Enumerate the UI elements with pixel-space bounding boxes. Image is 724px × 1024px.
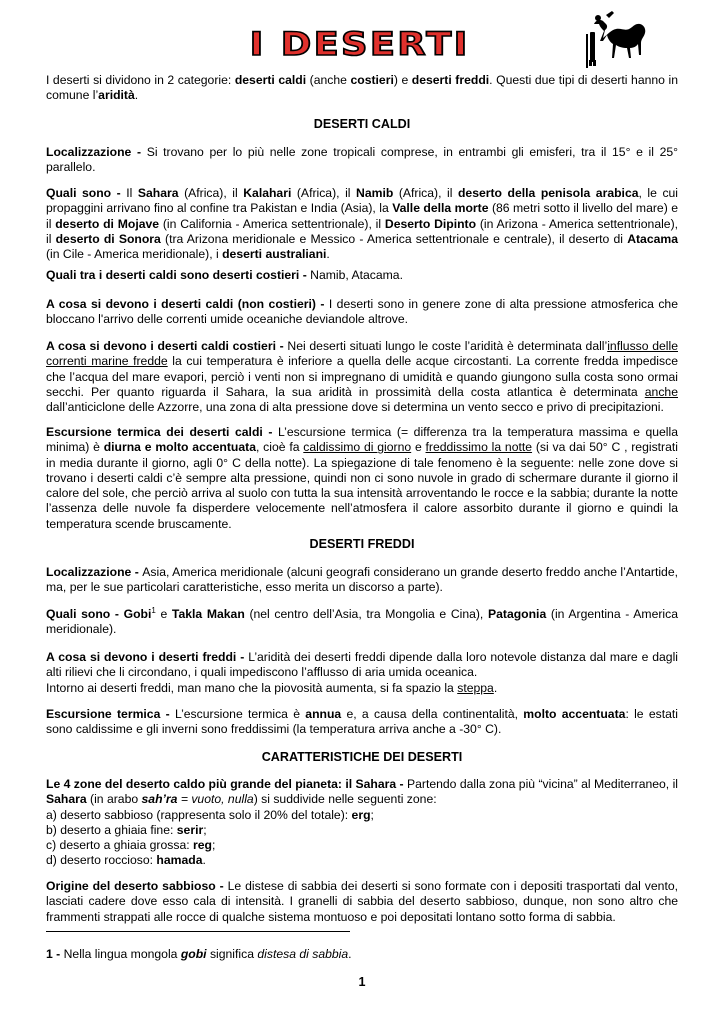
camel-rider-icon xyxy=(586,10,660,70)
heading-deserti-caldi: DESERTI CALDI xyxy=(313,117,411,131)
paragraph-freddi-cause: A cosa si devono i deserti freddi - L’aridità dei deserti freddi dipende dalla loro notevole distanza dal mare e dagli alti rilievi che li circondano, i quali impediscono l’afflusso di aria umida oceanica. Intorno ai deserti freddi, man mano che la piovosità aumenta, si fa spazio la steppa. xyxy=(46,650,679,695)
list-item: c) deserto a ghiaia grossa: reg; xyxy=(46,838,216,853)
heading-deserti-freddi: DESERTI FREDDI xyxy=(309,537,415,551)
heading-caratteristiche: CARATTERISTICHE DEI DESERTI xyxy=(261,750,463,764)
page-title: I DESERTI xyxy=(249,25,471,63)
list-item: b) deserto a ghiaia fine: serir; xyxy=(46,822,207,837)
intro-paragraph: I deserti si dividono in 2 categorie: deserti caldi (anche costieri) e deserti freddi. Questi due tipi di deserti hanno in comune l’aridità. xyxy=(46,73,678,103)
paragraph-escursione-freddi: Escursione termica - L’escursione termica è annua e, a causa della continentalità, molto accentuata: le estati sono caldissime e gli inverni sono freddissimi (la temperatura arriva anche a -30° C). xyxy=(46,707,678,737)
paragraph-costieri: A cosa si devono i deserti caldi costieri - Nei deserti situati lungo le coste l’aridità è determinata dall’influsso delle correnti marine fredde la cui temperatura è inferiore a quella delle acque circostanti. La corrente fredda impedisce che l’acqua del mare evapori, perciò i venti non si impregnano di umidità e quando giungono sulla costa sono ormai secchi. Per quanto riguarda il Sahara, la sua aridità in prossimità della costa atlantica è determinata anche dall’anticiclone delle Azzorre, una zona di alta pressione dove si determina un vento secco e privo di precipitazioni. xyxy=(46,339,678,415)
footnote: 1 - Nella lingua mongola gobi significa distesa di sabbia. xyxy=(46,947,352,961)
page-number: 1 xyxy=(358,975,366,989)
paragraph-origine-sabbioso: Origine del deserto sabbioso - Le distese di sabbia dei deserti si sono formate con i depositi trasportati dal vento, lasciati cadere dove esso cala di intensità. I granelli di sabbia del deserto sabbioso, dunque, non sono altro che frammenti strappati alle rocce di qualche sistema montuoso e poi depositati lontano sotto forma di sabbia. xyxy=(46,879,678,924)
list-item: d) deserto roccioso: hamada. xyxy=(46,853,206,868)
paragraph-localizzazione-freddi: Localizzazione - Asia, America meridionale (alcuni geografi considerano un grande deserto freddo anche l’Antartide, ma, per le sue particolari caratteristiche, esso merita un discorso a parte). xyxy=(46,565,678,595)
footnote-divider xyxy=(46,931,350,932)
paragraph-costieri-domanda: Quali tra i deserti caldi sono deserti costieri - Namib, Atacama. xyxy=(46,268,403,282)
list-item: a) deserto sabbioso (rappresenta solo il 20% del totale): erg; xyxy=(46,807,374,822)
paragraph-quali-freddi: Quali sono - Gobi$^1$ e Takla Makan (nel centro dell’Asia, tra Mongolia e Cina), Patagonia (in Argentina - America meridionale). xyxy=(46,606,678,637)
paragraph-escursione-caldi: Escursione termica dei deserti caldi - L’escursione termica (= differenza tra la temperatura massima e quella minima) è diurna e molto accentuata, cioè fa caldissimo di giorno e freddissimo la notte (si va dai 50° C , registrati in media durante il giorno, agli 0° C della notte). La spiegazione di tale fenomeno è la seguente: nelle zone dove si trovano i deserti caldi c’è sempre alta pressione, quindi non ci sono nuvole in grado di schermare durante il giorno il calore del sole, che perciò arriva al suolo con tutta la sua intensità arroventando le rocce e la sabbia; durante la notte l’assenza delle nuvole fa disperdere velocemente nell’atmosfera il calore assorbito durante il giorno e quindi la temperatura scende bruscamente. xyxy=(46,425,678,531)
paragraph-non-costieri: A cosa si devono i deserti caldi (non costieri) - I deserti sono in genere zone di alta pressione atmosferica che bloccano l'arrivo delle correnti umide oceaniche deviandole altrove. xyxy=(46,297,678,327)
paragraph-quali-caldi: Quali sono - Il Sahara (Africa), il Kalahari (Africa), il Namib (Africa), il deserto della penisola arabica, le cui propaggini arrivano fino al confine tra Pakistan e India (Asia), la Valle della morte (86 metri sotto il livello del mare) e il deserto di Mojave (in California - America settentrionale), il Deserto Dipinto (in Arizona - America settentrionale), il deserto di Sonora (tra Arizona meridionale e Messico - America settentrionale e centrale), il deserto di Atacama (in Cile - America meridionale), i deserti australiani. xyxy=(46,186,679,262)
paragraph-zone-sahara: Le 4 zone del deserto caldo più grande del pianeta: il Sahara - Partendo dalla zona più “vicina” al Mediterraneo, il Sahara (in arabo sah’ra = vuoto, nulla) si suddivide nelle seguenti zone: a) deserto sabbioso (rappresenta solo il 20% del totale): erg; b) deserto a ghiaia fine: serir; c) deserto a ghiaia grossa: reg; d) deserto roccioso: hamada. xyxy=(46,777,678,868)
paragraph-localizzazione-caldi: Localizzazione - Si trovano per lo più nelle zone tropicali comprese, in entrambi gli emisferi, tra il 15° e il 25° parallelo. xyxy=(46,145,678,175)
